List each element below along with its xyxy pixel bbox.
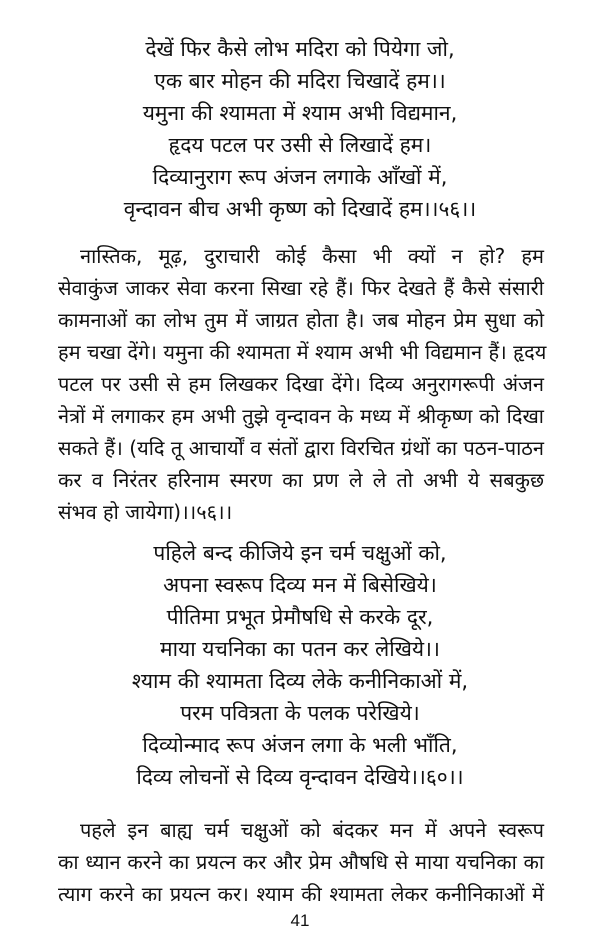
verse-line: माया यचनिका का पतन कर लेखिये।। xyxy=(160,637,440,661)
paragraph-line: कर व निरंतर हरिनाम स्मरण का प्रण ले ले तो अभी ये सबकुछ xyxy=(58,468,544,492)
verse-line: श्याम की श्यामता दिव्य लेके कनीनिकाओं में, xyxy=(131,669,469,693)
page-number: 41 xyxy=(290,911,310,930)
paragraph-line: त्याग करने का प्रयत्न कर। श्याम की श्यामता लेकर कनीनिकाओं में xyxy=(58,882,544,906)
verse-line: दिव्यानुराग रूप अंजन लगाके आँखों में, xyxy=(152,165,448,189)
verse-line: दिव्योन्माद रूप अंजन लगा के भली भाँति, xyxy=(142,733,458,757)
paragraph-line: कामनाओं का लोभ तुम में जाग्रत होता है। जब मोहन प्रेम सुधा को xyxy=(58,308,544,332)
verse-line: अपना स्वरूप दिव्य मन में बिसेखिये। xyxy=(163,573,437,597)
verse-line: दिव्य लोचनों से दिव्य वृन्दावन देखिये।।६०।। xyxy=(136,765,464,789)
verse-line: यमुना की श्यामता में श्याम अभी विद्यमान, xyxy=(142,101,458,125)
paragraph-line: का ध्यान करने का प्रयत्न कर और प्रेम औषधि से माया यचनिका का xyxy=(58,850,544,874)
verse-line: एक बार मोहन की मदिरा चिखादें हम।। xyxy=(154,69,446,93)
verse-line: पहिले बन्द कीजिये इन चर्म चक्षुओं को, xyxy=(153,541,447,565)
paragraph-line: सकते हैं। (यदि तू आचार्यों व संतों द्वारा विरचित ग्रंथों का पठन-पाठन xyxy=(58,436,544,460)
paragraph-line: संभव हो जायेगा)।।५६।। xyxy=(58,500,233,524)
verse-line: हृदय पटल पर उसी से लिखादें हम। xyxy=(168,133,432,157)
verse-line: पीतिमा प्रभूत प्रेमौषधि से करके दूर, xyxy=(166,605,434,629)
verse-line: देखें फिर कैसे लोभ मदिरा को पियेगा जो, xyxy=(145,37,455,61)
verse-line: वृन्दावन बीच अभी कृष्ण को दिखादें हम।।५६।। xyxy=(123,197,477,221)
paragraph-line: नेत्रों में लगाकर हम अभी तुझे वृन्दावन के मध्य में श्रीकृष्ण को दिखा xyxy=(58,404,544,428)
paragraph-line: हम चखा देंगे। यमुना की श्यामता में श्याम अभी भी विद्यमान हैं। हृदय xyxy=(58,340,547,364)
verse-line: परम पवित्रता के पलक परेखिये। xyxy=(180,701,420,725)
paragraph-line: नास्तिक, मूढ़, दुराचारी कोई कैसा भी क्यों न हो? हम xyxy=(80,244,544,268)
paragraph-line: पटल पर उसी से हम लिखकर दिखा देंगे। दिव्य अनुरागरूपी अंजन xyxy=(58,372,544,396)
paragraph-line: पहले इन बाह्य चर्म चक्षुओं को बंदकर मन में अपने स्वरूप xyxy=(80,818,544,842)
paragraph-line: सेवाकुंज जाकर सेवा करना सिखा रहे हैं। फिर देखते हैं कैसे संसारी xyxy=(58,276,544,300)
